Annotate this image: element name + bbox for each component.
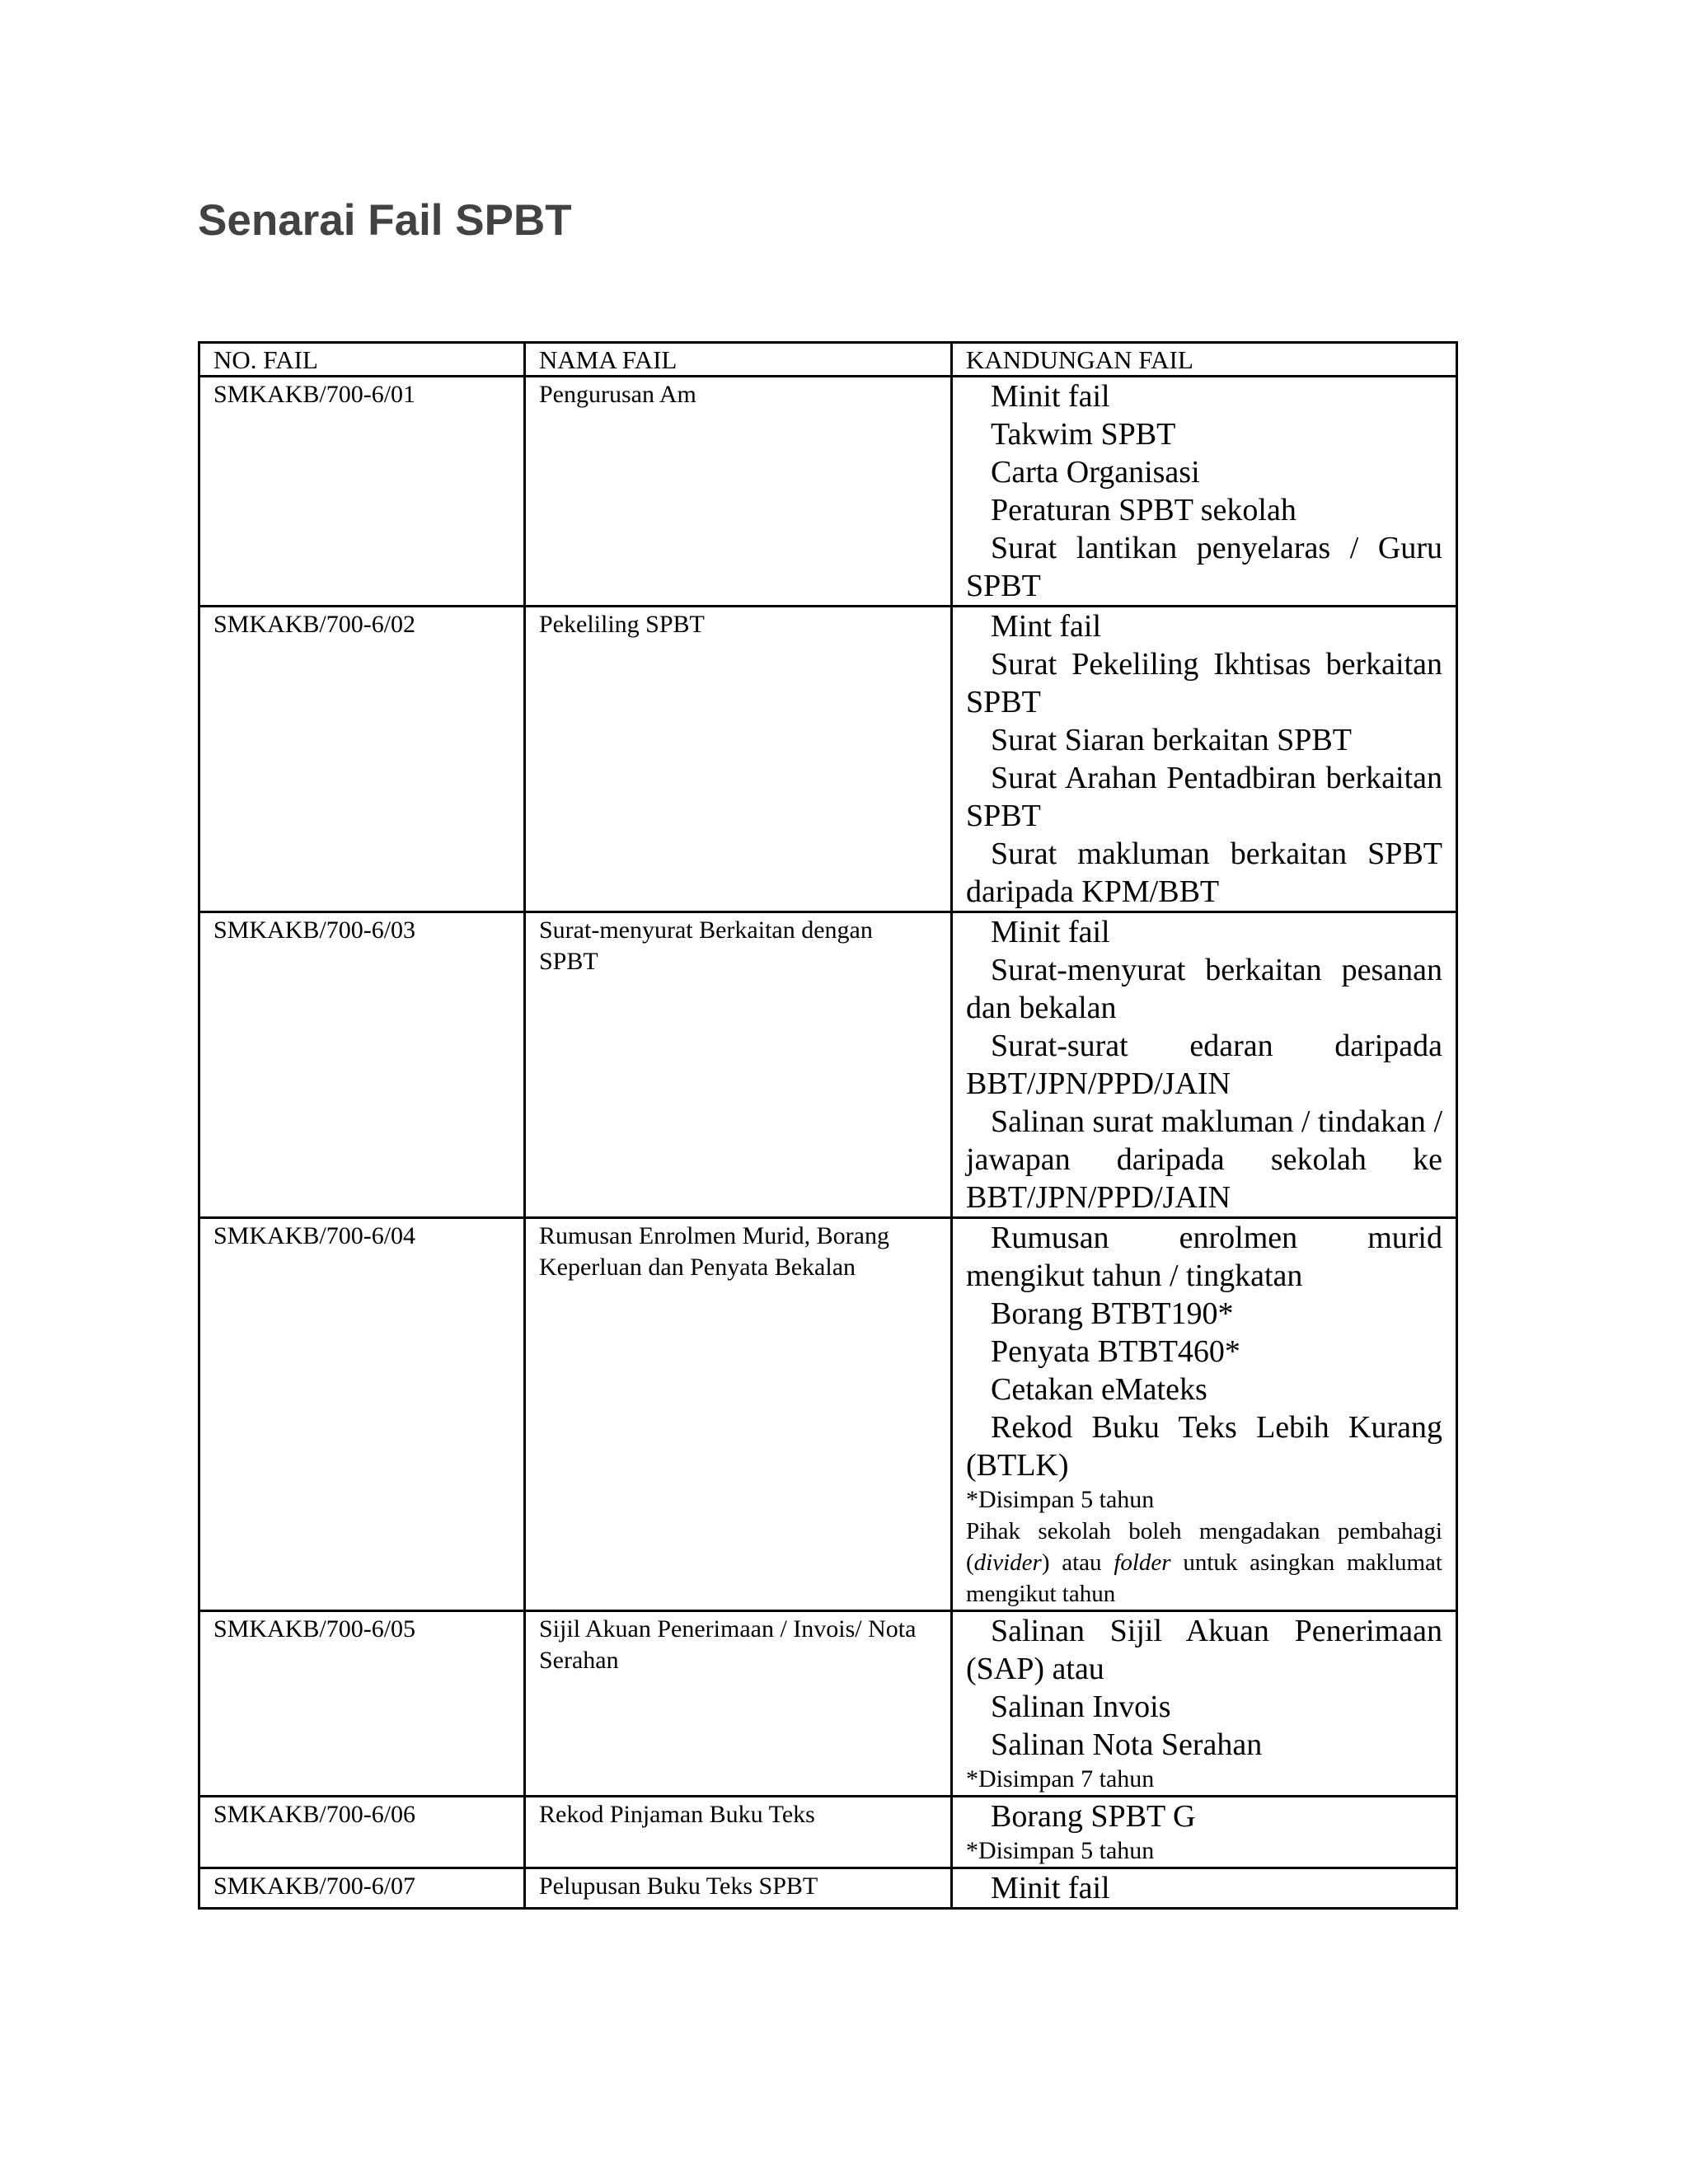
table-row [199, 1868, 1457, 1909]
content-item: Minit fail [991, 379, 1110, 414]
content-item: Surat Siaran berkaitan SPBT [991, 723, 1352, 757]
file-name: Surat-menyurat Berkaitan dengan SPBT [525, 912, 952, 1218]
file-name: Rekod Pinjaman Buku Teks [525, 1797, 952, 1868]
content-item: Minit fail [991, 915, 1110, 949]
content-item: Salinan surat makluman / tindakan / jawapan daripada sekolah ke BBT/JPN/PPD/JAIN [966, 1104, 1442, 1215]
table-row [199, 1797, 1457, 1868]
content-item: Mint fail [991, 609, 1102, 644]
content-item: Takwim SPBT [991, 417, 1176, 452]
content-item: Surat-surat edaran daripada BBT/JPN/PPD/JAIN [966, 1029, 1442, 1101]
table-row [199, 912, 1457, 1218]
file-list-table [198, 341, 1458, 1910]
file-contents [952, 1218, 1457, 1611]
content-item: Rumusan enrolmen murid mengikut tahun / tingkatan [966, 1221, 1442, 1293]
file-number: SMKAKB/700-6/07 [199, 1868, 525, 1909]
retention-note: *Disimpan 5 tahun [966, 1837, 1155, 1864]
content-item: Borang BTBT190* [991, 1296, 1234, 1331]
file-name: Pelupusan Buku Teks SPBT [525, 1868, 952, 1909]
table-row [199, 1611, 1457, 1797]
content-item: Borang SPBT G [991, 1799, 1196, 1834]
content-item: Surat lantikan penyelaras / Guru SPBT [966, 531, 1442, 603]
file-number: SMKAKB/700-6/01 [199, 377, 525, 607]
content-item: Surat Arahan Pentadbiran berkaitan SPBT [966, 761, 1442, 833]
divider-note: Pihak sekolah boleh mengadakan pembahagi (divider) atau folder untuk asingkan maklumat mengikut tahun [966, 1518, 1442, 1607]
content-item: Penyata BTBT460* [991, 1334, 1240, 1369]
file-name: Pekeliling SPBT [525, 607, 952, 912]
file-contents [952, 607, 1457, 912]
file-name: Sijil Akuan Penerimaan / Invois/ Nota Serahan [525, 1611, 952, 1797]
content-item: Salinan Sijil Akuan Penerimaan (SAP) atau [966, 1614, 1442, 1686]
content-item: Surat Pekeliling Ikhtisas berkaitan SPBT [966, 647, 1442, 719]
table-header-row [199, 343, 1457, 377]
file-contents [952, 377, 1457, 607]
table-row [199, 1218, 1457, 1611]
file-number: SMKAKB/700-6/02 [199, 607, 525, 912]
page-title: Senarai Fail SPBT [198, 196, 572, 245]
header-nama-fail: NAMA FAIL [525, 343, 952, 377]
table-row [199, 377, 1457, 607]
file-contents [952, 1611, 1457, 1797]
file-number: SMKAKB/700-6/03 [199, 912, 525, 1218]
file-contents [952, 912, 1457, 1218]
file-contents [952, 1868, 1457, 1909]
content-item: Cetakan eMateks [991, 1372, 1207, 1407]
file-number: SMKAKB/700-6/04 [199, 1218, 525, 1611]
content-item: Salinan Nota Serahan [991, 1727, 1263, 1762]
table-row [199, 607, 1457, 912]
content-item: Salinan Invois [991, 1690, 1171, 1724]
file-name: Rumusan Enrolmen Murid, Borang Keperluan dan Penyata Bekalan [525, 1218, 952, 1611]
header-no-fail: NO. FAIL [199, 343, 525, 377]
retention-note: *Disimpan 5 tahun [966, 1486, 1155, 1513]
content-item: Surat makluman berkaitan SPBT daripada KPM/BBT [966, 837, 1442, 909]
file-number: SMKAKB/700-6/06 [199, 1797, 525, 1868]
header-kandungan-fail: KANDUNGAN FAIL [952, 343, 1457, 377]
file-contents [952, 1797, 1457, 1868]
content-item: Rekod Buku Teks Lebih Kurang (BTLK) [966, 1410, 1442, 1483]
retention-note: *Disimpan 7 tahun [966, 1765, 1155, 1793]
content-item: Minit fail [991, 1871, 1110, 1905]
file-number: SMKAKB/700-6/05 [199, 1611, 525, 1797]
content-item: Peraturan SPBT sekolah [991, 493, 1296, 527]
content-item: Carta Organisasi [991, 455, 1200, 490]
content-item: Surat-menyurat berkaitan pesanan dan bekalan [966, 953, 1442, 1025]
file-name: Pengurusan Am [525, 377, 952, 607]
